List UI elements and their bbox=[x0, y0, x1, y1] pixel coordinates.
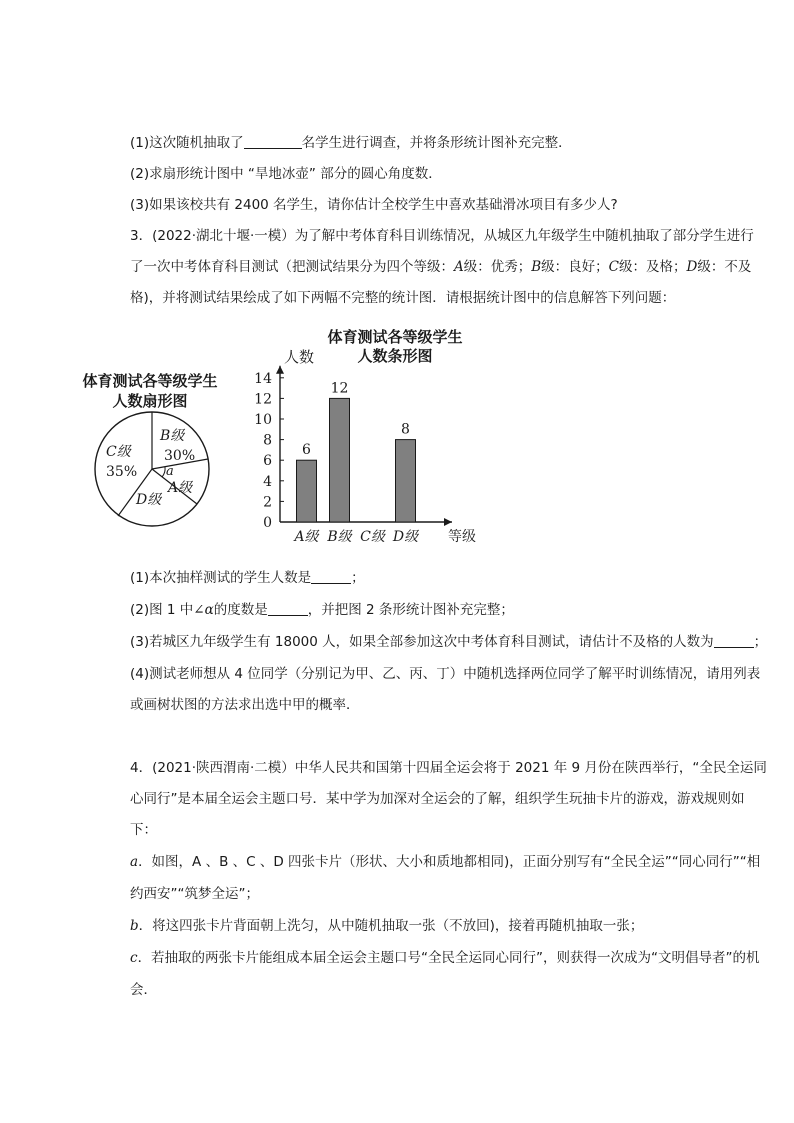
bar-title-line-1: 体育测试各等级学生 bbox=[327, 328, 463, 346]
pie-label-d: D级 bbox=[136, 492, 162, 508]
answer-blank bbox=[714, 633, 754, 648]
rule-a-line-2: 约西安”“筑梦全运”； bbox=[130, 886, 259, 902]
question-3: (3)如果该校共有 2400 名学生，请你估计全校学生中喜欢基础滑冰项目有多少人? bbox=[130, 197, 618, 213]
pie-title-line-1: 体育测试各等级学生 bbox=[82, 372, 218, 390]
text: 的度数是 bbox=[213, 602, 268, 618]
answer-blank bbox=[244, 134, 302, 149]
x-tick-label: B级 bbox=[327, 529, 352, 545]
p3-question-3 bbox=[130, 632, 767, 652]
grade-letter: C bbox=[608, 259, 620, 275]
problem-4-line-2: 心同行”是本届全运会主题口号．某中学为加深对全运会的了解，组织学生玩抽卡片的游戏，游戏规则如 bbox=[130, 791, 745, 807]
y-axis-label: 人数 bbox=[284, 348, 315, 366]
x-axis-label: 等级 bbox=[448, 529, 476, 545]
problem-3-line-3: 格)，并将测试结果绘成了如下两幅不完整的统计图．请根据统计图中的信息解答下列问题： bbox=[130, 290, 676, 306]
pie-label-c-pct: 35% bbox=[106, 464, 138, 480]
question-1 bbox=[130, 133, 572, 153]
rule-c-line-1 bbox=[130, 948, 760, 968]
text: 级：不及 bbox=[697, 259, 752, 275]
data-label: 6 bbox=[302, 442, 311, 459]
q1-text-b: 名学生进行调查，并将条形统计图补充完整． bbox=[301, 135, 572, 151]
x-tick-label: A级 bbox=[294, 529, 319, 545]
q1-text-a: (1)这次随机抽取了 bbox=[130, 135, 244, 151]
problem-3-line-1: 3．(2022·湖北十堰·一模）为了解中考体育科目训练情况，从城区九年级学生中随机抽取了部分学生进行 bbox=[130, 228, 754, 244]
grade-letter: B bbox=[531, 259, 542, 275]
grade-letter: A bbox=[454, 259, 464, 275]
pie-title-line-2: 人数扇形图 bbox=[112, 392, 188, 410]
problem-4-line-3: 下： bbox=[130, 822, 157, 838]
text: ．如图，A 、B 、C 、D 四张卡片（形状、大小和质地都相同)，正面分别写有“全民全运”“同心同行”“相 bbox=[138, 854, 761, 870]
rule-letter: a bbox=[130, 854, 139, 870]
bar bbox=[297, 460, 317, 522]
text: 级：优秀； bbox=[463, 259, 532, 275]
text: ．将这四张卡片背面朝上洗匀，从中随机抽取一张（不放回)，接着再随机抽取一张； bbox=[138, 918, 644, 934]
y-tick-label: 6 bbox=[263, 453, 272, 470]
p3-question-2 bbox=[130, 600, 514, 620]
problem-3-line-2 bbox=[130, 257, 751, 277]
angle-symbol: ∠α bbox=[193, 602, 214, 618]
answer-blank bbox=[311, 569, 351, 584]
answer-blank bbox=[268, 601, 308, 616]
rule-b bbox=[130, 916, 643, 936]
rule-letter: b bbox=[130, 918, 139, 934]
rule-a-line-1 bbox=[130, 852, 760, 872]
text: ； bbox=[753, 634, 768, 650]
bar bbox=[396, 440, 416, 522]
y-tick-label: 0 bbox=[263, 515, 272, 531]
y-tick-label: 4 bbox=[263, 473, 272, 490]
pie-label-b: B级 bbox=[160, 428, 185, 444]
text: ，并把图 2 条形统计图补充完整； bbox=[307, 602, 514, 618]
pie-label-c: C级 bbox=[106, 444, 131, 460]
y-tick-label: 12 bbox=[254, 391, 272, 408]
x-tick-label: C级 bbox=[360, 529, 385, 545]
text: (3)若城区九年级学生有 18000 人，如果全部参加这次中考体育科目测试，请估计不及格的人数为 bbox=[130, 634, 714, 650]
data-label: 12 bbox=[330, 380, 349, 397]
bar-chart-figure bbox=[250, 325, 480, 547]
text: 级：及格； bbox=[619, 259, 687, 275]
rule-c-line-2: 会． bbox=[130, 982, 157, 998]
text: 级：良好； bbox=[541, 259, 609, 275]
y-tick-label: 2 bbox=[263, 494, 272, 511]
x-tick-label: D级 bbox=[392, 529, 419, 545]
text: ； bbox=[351, 570, 365, 586]
x-axis-arrow bbox=[444, 518, 452, 526]
p3-question-4-line-2: 或画树状图的方法求出选中甲的概率． bbox=[130, 697, 360, 713]
y-tick-label: 8 bbox=[263, 432, 272, 449]
y-tick-label: 10 bbox=[254, 412, 272, 428]
p3-question-4-line-1: (4)测试老师想从 4 位同学（分别记为甲、乙、丙、丁）中随机选择两位同学了解平时训练情况，请用列表 bbox=[130, 666, 761, 682]
y-tick-label: 14 bbox=[254, 370, 272, 387]
bar bbox=[330, 398, 350, 522]
text: ．若抽取的两张卡片能组成本届全运会主题口号“全民全运同心同行”，则获得一次成为“文明倡导者”的机 bbox=[137, 950, 760, 966]
p3-question-1 bbox=[130, 568, 365, 588]
question-2: (2)求扇形统计图中 “旱地冰壶” 部分的圆心角度数． bbox=[130, 166, 442, 182]
problem-4-line-1: 4．(2021·陕西渭南·二模）中华人民共和国第十四届全运会将于 2021 年 9 月份在陕西举行，“全民全运同 bbox=[130, 760, 767, 776]
pie-label-a: A级 bbox=[168, 480, 193, 496]
pie-label-alpha: a bbox=[166, 464, 174, 479]
grade-letter: D bbox=[686, 259, 698, 275]
data-label: 8 bbox=[401, 421, 410, 438]
text: (2)图 1 中 bbox=[130, 602, 194, 618]
pie-label-b-pct: 30% bbox=[164, 448, 196, 464]
text: 了一次中考体育科目测试（把测试结果分为四个等级： bbox=[130, 259, 454, 275]
bar-title-line-2: 人数条形图 bbox=[357, 347, 433, 365]
y-axis-arrow bbox=[276, 366, 284, 374]
pie-chart-figure bbox=[70, 368, 240, 533]
text: (1)本次抽样测试的学生人数是 bbox=[130, 570, 312, 586]
rule-letter: c bbox=[130, 950, 138, 966]
